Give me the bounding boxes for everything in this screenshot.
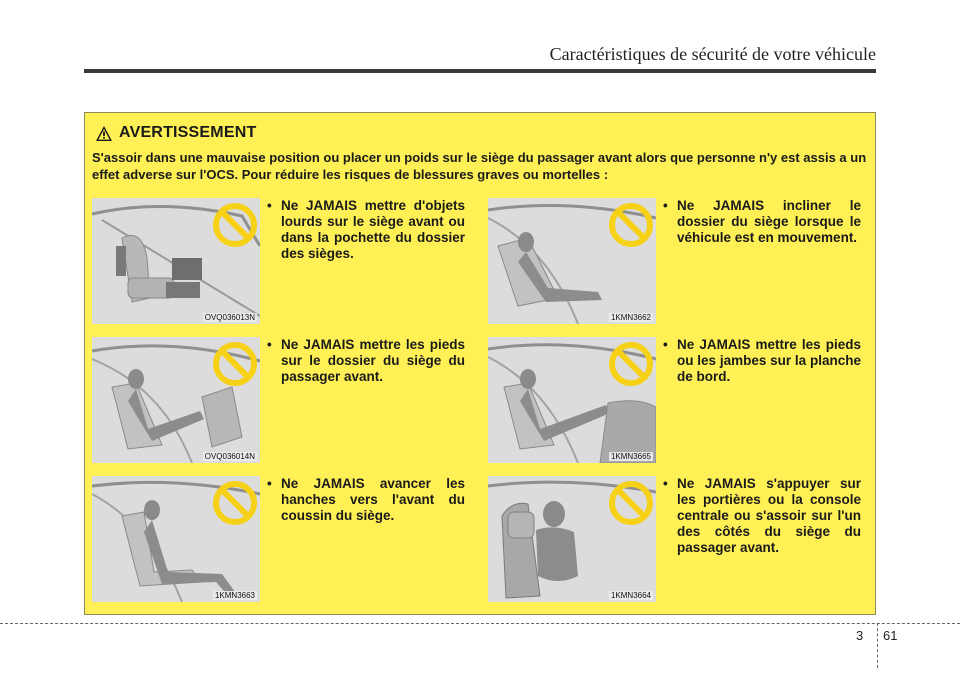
warning-item [481, 337, 861, 465]
warning-item [85, 337, 465, 465]
prohibition-sign-icon [212, 202, 258, 248]
figure-code: 1KMN3665 [610, 452, 651, 461]
warning-intro: S'assoir dans une mauvaise position ou placer un poids sur le siège du passager avant alors que personne n'y est assis a un effet adverse sur l'OCS. Pour réduire les risques de blessures graves ou mortelles : [92, 150, 867, 182]
illustration [488, 198, 656, 324]
illustration [488, 337, 656, 463]
warning-title: AVERTISSEMENT [119, 124, 257, 141]
illustration [92, 476, 260, 602]
page-footer-divider [877, 623, 878, 668]
warning-item [85, 198, 465, 326]
warning-heading [95, 121, 256, 145]
illustration [92, 198, 260, 324]
page-header-title: Caractéristiques de sécurité de votre véhicule [549, 44, 876, 64]
bullet-text: • Ne JAMAIS incliner le dossier du siège lorsque le véhicule est en mouvement. [663, 198, 861, 245]
prohibition-sign-icon [608, 341, 654, 387]
illustration [488, 476, 656, 602]
warning-item [481, 198, 861, 326]
bullet-text: • Ne JAMAIS mettre les pieds sur le dossier du siège du passager avant. [267, 337, 465, 384]
prohibition-sign-icon [608, 202, 654, 248]
chapter-number: 3 [856, 628, 864, 643]
figure-code: OVQ036013N [204, 313, 255, 322]
warning-item [481, 476, 861, 604]
bullet-text: • Ne JAMAIS avancer les hanches vers l'avant du coussin du siège. [267, 476, 465, 523]
figure-code: 1KMN3662 [610, 313, 651, 322]
prohibition-sign-icon [608, 480, 654, 526]
page-footer-rule [0, 623, 960, 624]
page-number: 61 [883, 628, 898, 643]
figure-code: 1KMN3664 [610, 591, 651, 600]
header-rule [84, 69, 876, 73]
bullet-text: • Ne JAMAIS mettre les pieds ou les jambes sur la planche de bord. [663, 337, 861, 384]
warning-item [85, 476, 465, 604]
figure-code: OVQ036014N [204, 452, 255, 461]
prohibition-sign-icon [212, 480, 258, 526]
warning-triangle-icon [95, 125, 113, 142]
warning-box [84, 112, 876, 615]
bullet-text: • Ne JAMAIS mettre d'objets lourds sur le siège avant ou dans la pochette du dossier des sièges. [267, 198, 465, 261]
figure-code: 1KMN3663 [214, 591, 255, 600]
prohibition-sign-icon [212, 341, 258, 387]
bullet-text: • Ne JAMAIS s'appuyer sur les portières ou la console centrale ou s'assoir sur l'un des côtés du siège du passager avant. [663, 476, 861, 555]
illustration [92, 337, 260, 463]
